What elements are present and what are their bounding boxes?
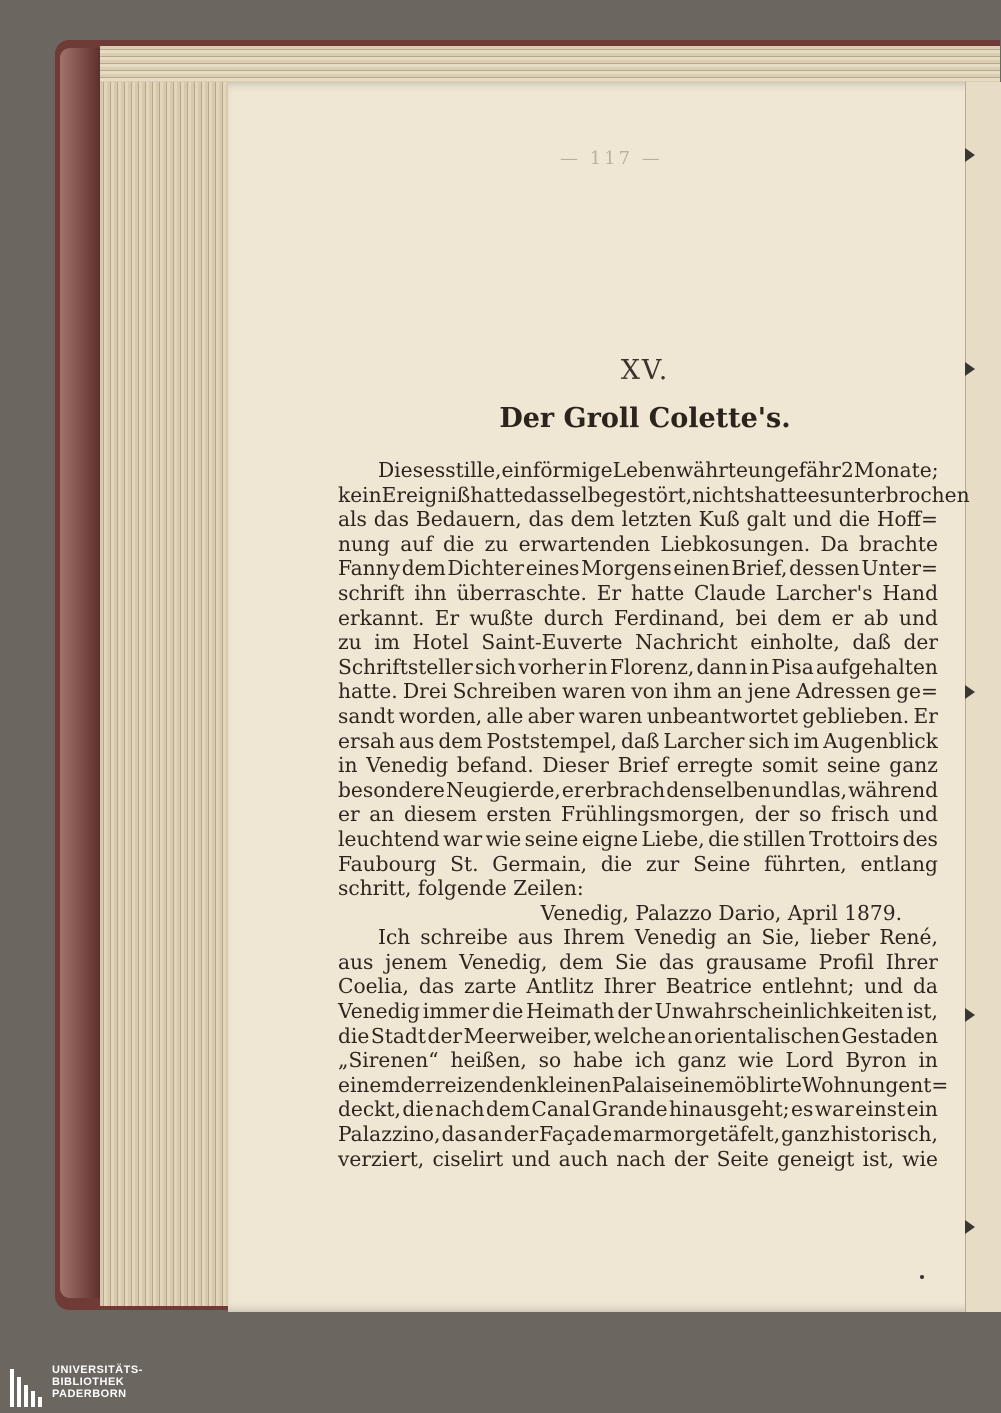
page-marker [965,1220,975,1234]
text-line: in Venedig befand. Dieser Brief erregte somit seine ganz [338,753,938,778]
body-text [338,458,970,1171]
text-line: Ich schreibe aus Ihrem Venedig an Sie, lieber René, [378,925,938,950]
page-dot [920,1275,924,1279]
page-marker [965,1008,975,1022]
page-marker [965,685,975,699]
text-line: schrift ihn überraschte. Er hatte Claude Larcher's Hand [338,580,938,605]
text-line: Dieses stille, einförmige Leben währte ungefähr 2 Monate; [378,458,939,482]
text-line: Venedig immer die Heimath der Unwahrscheinlichkeiten ist, [338,999,938,1024]
page-marker [965,148,975,162]
text-line: Fanny dem Dichter eines Morgens einen Brief, dessen Unter= [338,556,938,581]
text-line: kein Ereigniß hatte dasselbe gestört, nichts hatte es unterbrochen [338,482,970,507]
page-edges [100,46,230,1306]
library-logo-text [52,1364,143,1400]
logo-line-1: UNIVERSITÄTS- [52,1364,143,1376]
text-line: leuchtend war wie seine eigne Liebe, die stillen Trottoirs des [338,826,938,851]
footer-bar [0,1362,1000,1413]
text-line: erkannt. Er wußte durch Ferdinand, bei dem er ab und [338,605,938,630]
text-line: er an diesem ersten Frühlingsmorgen, der so frisch und [338,802,938,827]
text-line: Venedig, Palazzo Dario, April 1879. [540,900,902,925]
text-line: zu im Hotel Saint-Euverte Nachricht einholte, daß der [338,630,938,655]
text-line: ersah aus dem Poststempel, daß Larcher sich im Augenblick [338,728,938,753]
text-line: Palazzino, das an der Façade marmorgetäfelt, ganz historisch, [338,1122,938,1147]
text-line: schritt, folgende Zeilen: [338,876,584,901]
text-line: als das Bedauern, das dem letzten Kuß galt und die Hoff= [338,507,938,532]
text-line: besondere Neugierde, er erbrach denselben und las, während [338,777,938,802]
text-line: hatte. Drei Schreiben waren von ihm an jene Adressen ge= [338,679,938,704]
text-line: die Stadt der Meerweiber, welche an orientalischen Gestaden [338,1023,938,1048]
text-line: Faubourg St. Germain, die zur Seine führten, entlang [338,851,938,876]
book-spine [60,48,100,1298]
top-page-edges [100,46,1000,82]
text-line: sandt worden, alle aber waren unbeantwortet geblieben. Er [338,703,938,728]
text-line: verziert, ciselirt und auch nach der Seite geneigt ist, wie [338,1146,938,1171]
chapter-title: Der Groll Colette's. [499,403,791,434]
text-line: nung auf die zu erwartenden Liebkosungen. Da brachte [338,531,938,556]
text-line: deckt, die nach dem Canal Grande hinausgeht; es war einst ein [338,1097,938,1122]
text-line: Schriftsteller sich vorher in Florenz, dann in Pisa aufgehalten [338,654,938,679]
text-line: aus jenem Venedig, dem Sie das grausame Profil Ihrer [338,949,938,974]
logo-line-3: PADERBORN [52,1388,127,1400]
running-head: — 117 — [560,148,663,169]
library-logo-icon [10,1369,46,1407]
logo-line-2: BIBLIOTHEK [52,1376,125,1388]
chapter-number: XV. [620,355,670,386]
text-line: einem der reizenden kleinen Palais eine möblirte Wohnung ent= [338,1072,949,1097]
text-line: „Sirenen“ heißen, so habe ich ganz wie Lord Byron in [338,1048,938,1073]
text-line: Coelia, das zarte Antlitz Ihrer Beatrice entlehnt; und da [338,974,938,999]
